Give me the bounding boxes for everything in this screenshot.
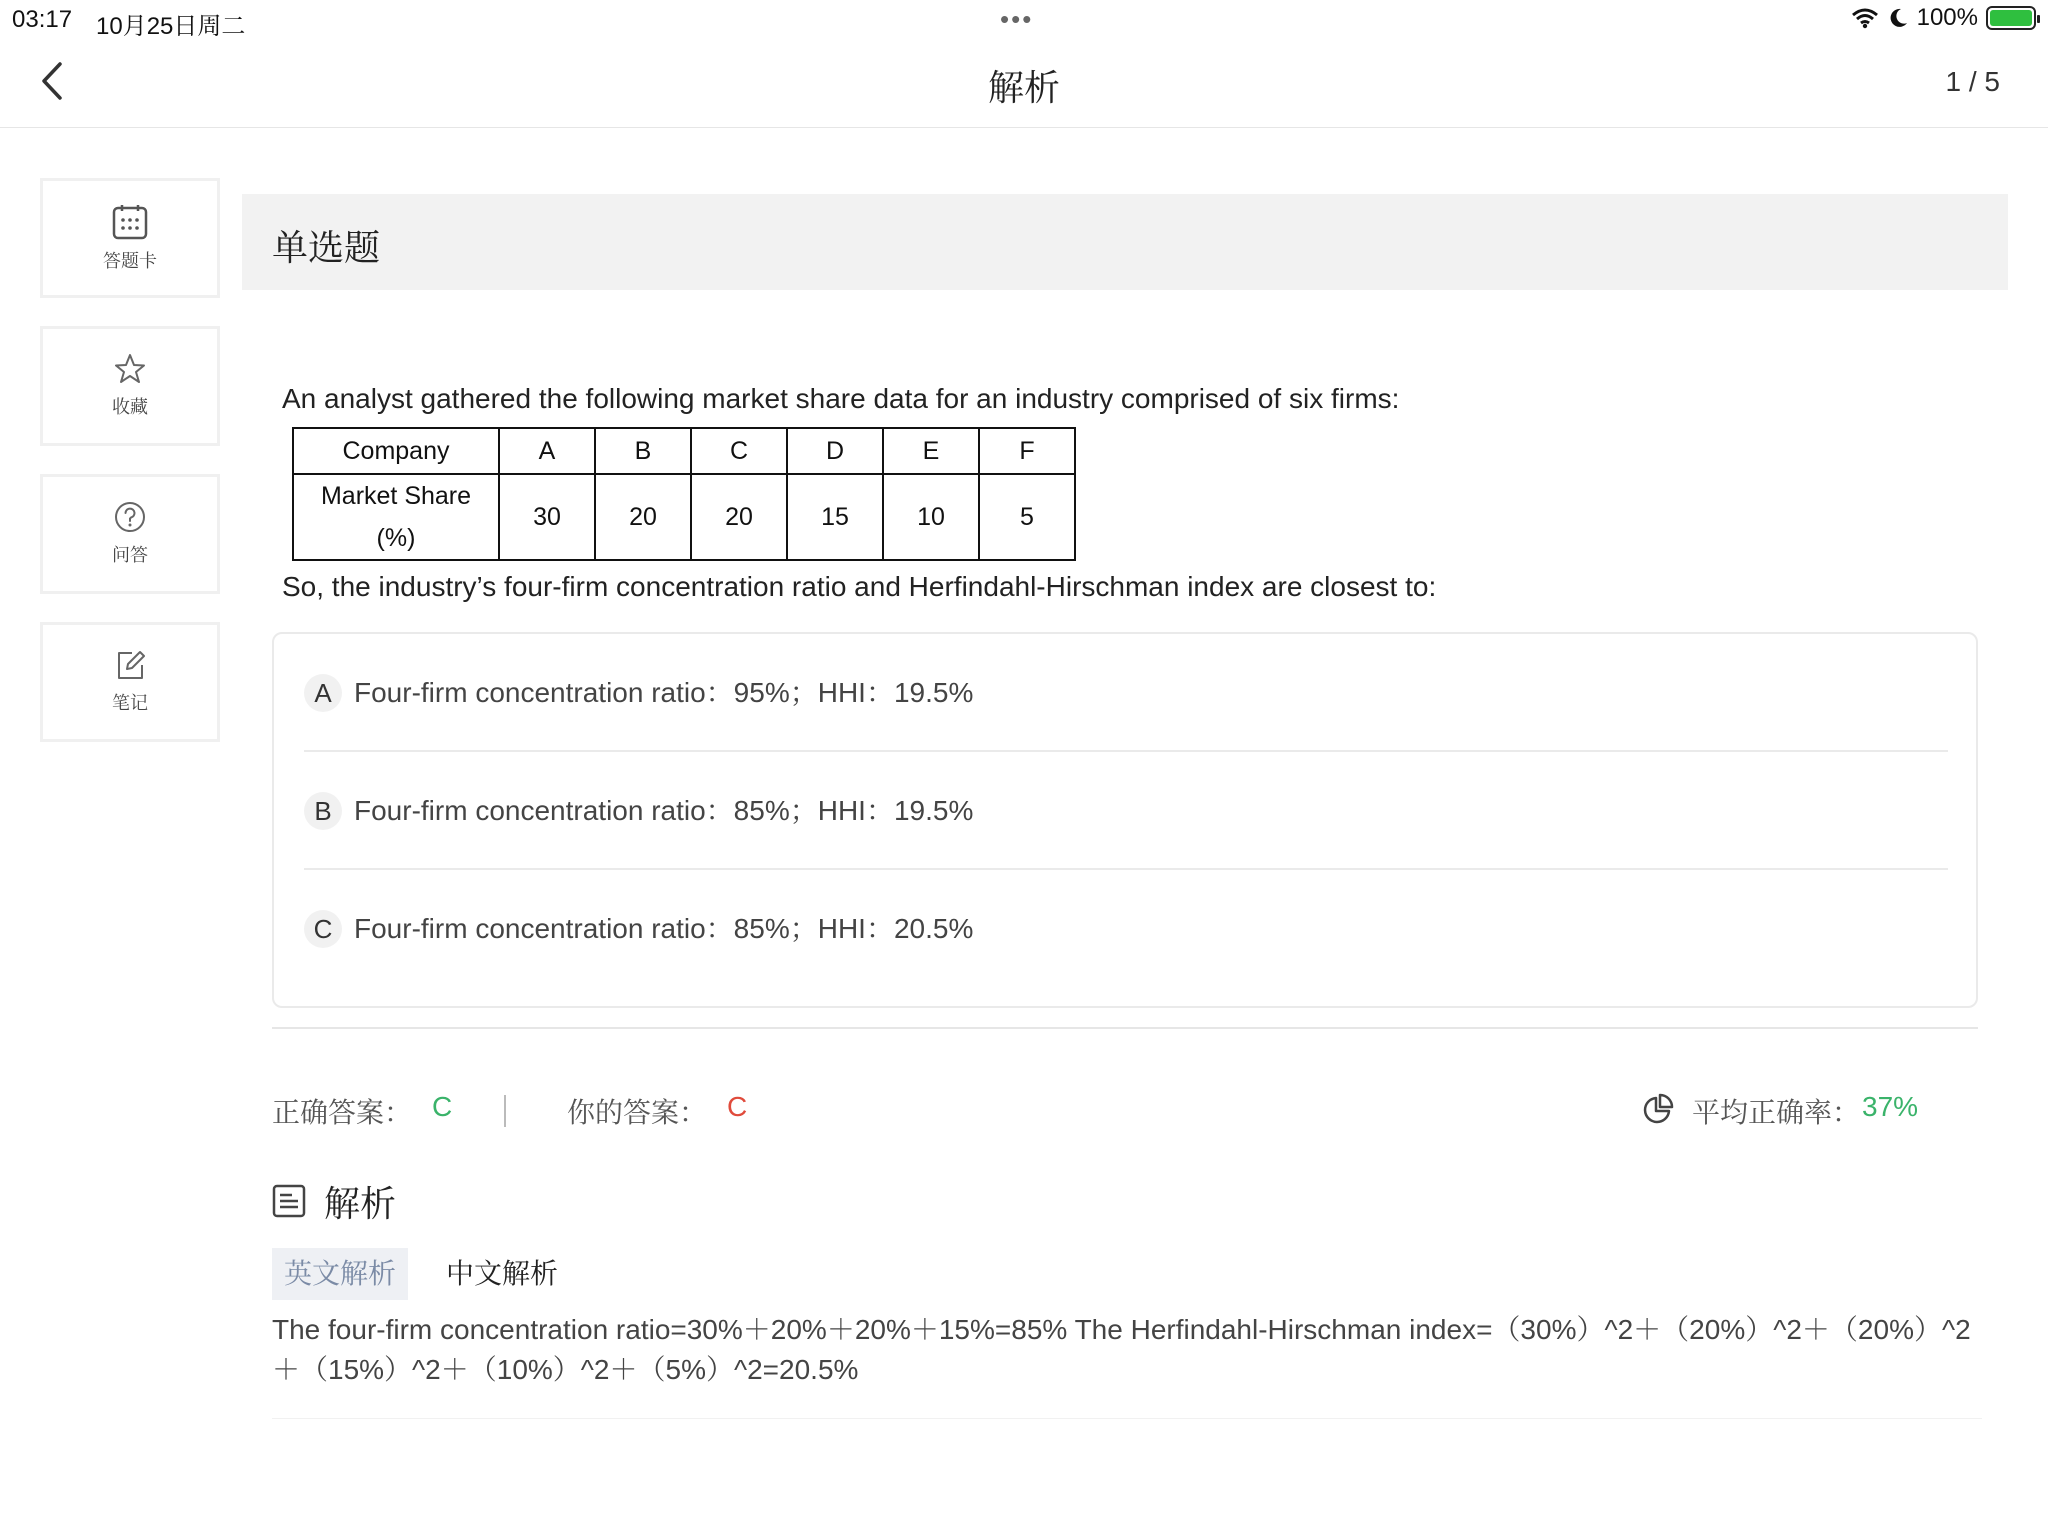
table-header-cell: A bbox=[499, 428, 595, 474]
question-type: 单选题 bbox=[272, 227, 381, 268]
table-header-cell: B bbox=[595, 428, 691, 474]
table-header-row bbox=[293, 428, 1075, 474]
explanation-text bbox=[272, 1310, 1982, 1390]
table-cell: 5 bbox=[979, 474, 1075, 560]
table-row-label bbox=[293, 474, 499, 560]
status-time: 03:17 bbox=[12, 6, 73, 33]
options-card bbox=[272, 632, 1978, 1008]
option-letter: A bbox=[304, 674, 342, 712]
option-text: Four-firm concentration ratio：85%；HHI：20.5% bbox=[354, 913, 974, 944]
status-bar bbox=[0, 0, 2048, 40]
average-accuracy-label: 平均正确率： bbox=[1692, 1097, 1861, 1128]
table-header-cell: F bbox=[979, 428, 1075, 474]
option-c[interactable] bbox=[304, 870, 1948, 988]
wifi-icon bbox=[1851, 7, 1879, 29]
table-header-cell: Company bbox=[293, 428, 499, 474]
multitask-dots[interactable]: ••• bbox=[1000, 4, 1034, 34]
option-text: Four-firm concentration ratio：95%；HHI：19.5% bbox=[354, 677, 974, 708]
explanation-line: The four-firm concentration ratio=30%＋20%＋20%＋15%=85% The Herfindahl-Hirschman index=（30%）^2＋（20%）^2＋（20%）^2 bbox=[272, 1314, 1971, 1345]
page-counter: 1 / 5 bbox=[1945, 66, 2000, 97]
answer-summary bbox=[272, 1091, 1978, 1131]
question-type-bar bbox=[242, 194, 2008, 290]
question-stem-intro: An analyst gathered the following market share data for an industry comprised of six firms: bbox=[282, 383, 1400, 414]
table-cell: 15 bbox=[787, 474, 883, 560]
your-answer-value: C bbox=[727, 1091, 748, 1122]
question-stem-question: So, the industry’s four-firm concentration ratio and Herfindahl-Hirschman index are closest to: bbox=[282, 571, 1437, 602]
moon-icon bbox=[1887, 7, 1909, 29]
status-right bbox=[1851, 4, 2036, 32]
option-letter: C bbox=[304, 910, 342, 948]
sidebar-label-qa: 问答 bbox=[112, 545, 148, 565]
sidebar-qa-button[interactable] bbox=[40, 474, 220, 594]
table-header-cell: C bbox=[691, 428, 787, 474]
table-cell: 10 bbox=[883, 474, 979, 560]
status-date: 10月25日周二 bbox=[96, 13, 246, 40]
table-row bbox=[293, 474, 1075, 560]
explanation-title: 解析 bbox=[324, 1183, 397, 1224]
table-header-cell: E bbox=[883, 428, 979, 474]
option-text: Four-firm concentration ratio：85%；HHI：19.5% bbox=[354, 795, 974, 826]
divider bbox=[272, 1027, 1978, 1029]
divider bbox=[504, 1095, 506, 1127]
sidebar-note-button[interactable] bbox=[40, 622, 220, 742]
nav-bar bbox=[0, 40, 2048, 128]
table-cell: 20 bbox=[691, 474, 787, 560]
sidebar-label-answer-sheet: 答题卡 bbox=[103, 251, 157, 271]
tab-english-explanation[interactable]: 英文解析 bbox=[272, 1248, 408, 1300]
market-share-table bbox=[292, 427, 1076, 561]
sidebar-label-favorite: 收藏 bbox=[112, 397, 148, 417]
star-icon bbox=[112, 351, 148, 387]
tab-chinese-explanation[interactable]: 中文解析 bbox=[446, 1258, 559, 1289]
pie-chart-icon bbox=[1642, 1093, 1674, 1125]
correct-answer-value: C bbox=[432, 1091, 453, 1122]
page-title: 解析 bbox=[987, 67, 1060, 108]
option-b[interactable] bbox=[304, 752, 1948, 870]
table-header-cell: D bbox=[787, 428, 883, 474]
explanation-line: ＋（15%）^2＋（10%）^2＋（5%）^2=20.5% bbox=[272, 1354, 859, 1385]
correct-answer-label: 正确答案： bbox=[272, 1097, 413, 1128]
table-row-label-line2: (%) bbox=[376, 524, 416, 552]
sidebar-label-note: 笔记 bbox=[112, 693, 148, 713]
edit-note-icon bbox=[112, 647, 148, 683]
sidebar-favorite-button[interactable] bbox=[40, 326, 220, 446]
table-cell: 30 bbox=[499, 474, 595, 560]
table-cell: 20 bbox=[595, 474, 691, 560]
battery-icon bbox=[1986, 6, 2036, 30]
average-accuracy-value: 37% bbox=[1862, 1091, 1919, 1122]
table-row-label-line1: Market Share bbox=[320, 482, 472, 510]
question-circle-icon bbox=[112, 499, 148, 535]
answer-sheet-icon bbox=[111, 203, 149, 241]
sidebar-answer-sheet-button[interactable] bbox=[40, 178, 220, 298]
option-a[interactable] bbox=[304, 634, 1948, 752]
divider bbox=[272, 1418, 1982, 1419]
your-answer-label: 你的答案： bbox=[567, 1097, 708, 1128]
option-letter: B bbox=[304, 792, 342, 830]
battery-percent: 100% bbox=[1916, 4, 1978, 31]
document-icon bbox=[272, 1184, 306, 1218]
